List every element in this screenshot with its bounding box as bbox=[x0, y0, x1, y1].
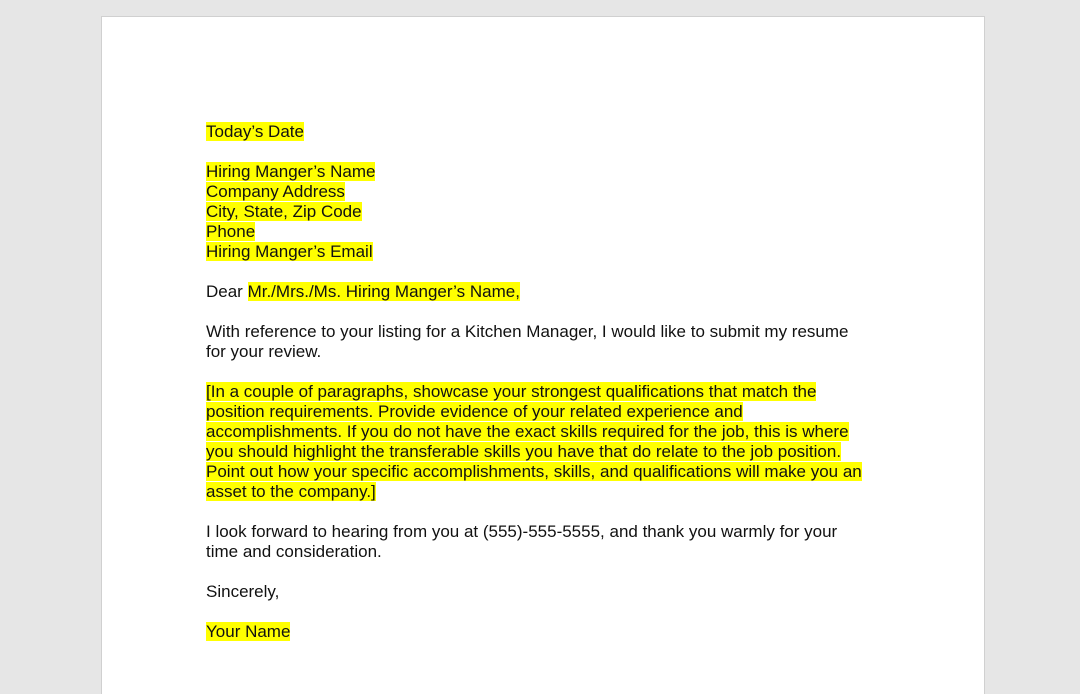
blank-line bbox=[206, 362, 886, 382]
body-line bbox=[206, 402, 886, 422]
intro-line: With reference to your listing for a Kitchen Manager, I would like to submit my resume bbox=[206, 322, 849, 341]
body-line bbox=[206, 462, 886, 482]
letter-body[interactable] bbox=[206, 122, 886, 642]
blank-line bbox=[206, 262, 886, 282]
closing-line: I look forward to hearing from you at (555)-555-5555, and thank you warmly for your bbox=[206, 522, 838, 541]
recipient-name: Hiring Manger’s Name bbox=[206, 162, 376, 181]
recipient-email-line bbox=[206, 242, 886, 262]
company-address-line bbox=[206, 182, 886, 202]
body-line-text: accomplishments. If you do not have the exact skills required for the job, this is where bbox=[206, 422, 849, 441]
body-line-text: Point out how your specific accomplishments, skills, and qualifications will make you an bbox=[206, 462, 862, 481]
body-line bbox=[206, 382, 886, 402]
phone: Phone bbox=[206, 222, 256, 241]
body-line bbox=[206, 482, 886, 502]
blank-line bbox=[206, 562, 886, 582]
city-state-zip: City, State, Zip Code bbox=[206, 202, 362, 221]
body-line bbox=[206, 442, 886, 462]
blank-line bbox=[206, 602, 886, 622]
date-line bbox=[206, 122, 886, 142]
body-line-text: you should highlight the transferable skills you have that do relate to the job position. bbox=[206, 442, 842, 461]
blank-line bbox=[206, 302, 886, 322]
document-page[interactable] bbox=[101, 16, 985, 694]
signature: Your Name bbox=[206, 622, 291, 641]
city-state-zip-line bbox=[206, 202, 886, 222]
date-text: Today’s Date bbox=[206, 122, 304, 141]
intro-line: for your review. bbox=[206, 342, 322, 361]
signature-line bbox=[206, 622, 886, 642]
salutation-line bbox=[206, 282, 886, 302]
salutation-prefix: Dear bbox=[206, 282, 248, 301]
body-line bbox=[206, 422, 886, 442]
blank-line bbox=[206, 502, 886, 522]
salutation-name: Mr./Mrs./Ms. Hiring Manger’s Name, bbox=[247, 282, 520, 301]
body-line-text: asset to the company.] bbox=[206, 482, 376, 501]
recipient-name-line bbox=[206, 162, 886, 182]
signoff: Sincerely, bbox=[206, 582, 280, 601]
recipient-email: Hiring Manger’s Email bbox=[206, 242, 373, 261]
company-address: Company Address bbox=[206, 182, 345, 201]
closing-line: time and consideration. bbox=[206, 542, 382, 561]
body-line-text: [In a couple of paragraphs, showcase your strongest qualifications that match the bbox=[206, 382, 817, 401]
phone-line bbox=[206, 222, 886, 242]
body-line-text: position requirements. Provide evidence of your related experience and bbox=[206, 402, 743, 421]
blank-line bbox=[206, 142, 886, 162]
